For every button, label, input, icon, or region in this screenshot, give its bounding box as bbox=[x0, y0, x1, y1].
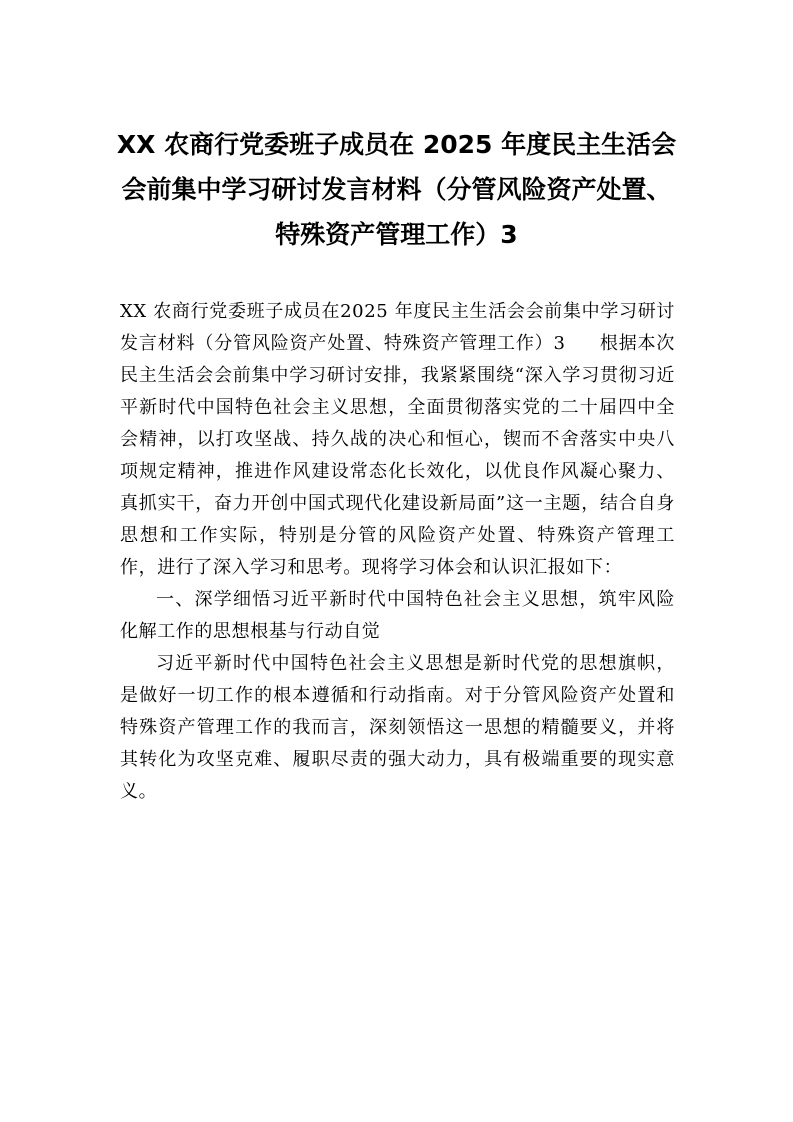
document-body bbox=[120, 296, 675, 808]
section-1-heading: 一、深学细悟习近平新时代中国特色社会主义思想，筑牢风险化解工作的思想根基与行动自觉 bbox=[120, 589, 675, 642]
intro-heading-text: XX 农商行党委班子成员在2025 年度民主生活会会前集中学习研讨发言材料（分管风险资产处置、特殊资产管理工作）3 bbox=[120, 301, 675, 354]
intro-paragraph bbox=[120, 296, 675, 584]
section-1-paragraph: 习近平新时代中国特色社会主义思想是新时代党的思想旗帜，是做好一切工作的根本遵循和行动指南。对于分管风险资产处置和特殊资产管理工作的我而言，深刻领悟这一思想的精髓要义，并将其转化为攻坚克难、履职尽责的强大动力，具有极端重要的现实意义。 bbox=[120, 653, 675, 802]
intro-body-text: 根据本次民主生活会会前集中学习研讨安排，我紧紧围绕“深入学习贯彻习近平新时代中国特色社会主义思想，全面贯彻落实党的二十届四中全会精神，以打攻坚战、持久战的决心和恒心，锲而不舍落实中央八项规定精神，推进作风建设常态化长效化，以优良作风凝心聚力、真抓实干，奋力开创中国式现代化建设新局面”这一主题，结合自身思想和工作实际，特别是分管的风险资产处置、特殊资产管理工作，进行了深入学习和思考。现将学习体会和认识汇报如下： bbox=[120, 333, 675, 578]
document-title: XX 农商行党委班子成员在 2025 年度民主生活会会前集中学习研讨发言材料（分管风险资产处置、特殊资产管理工作）3 bbox=[116, 130, 677, 249]
